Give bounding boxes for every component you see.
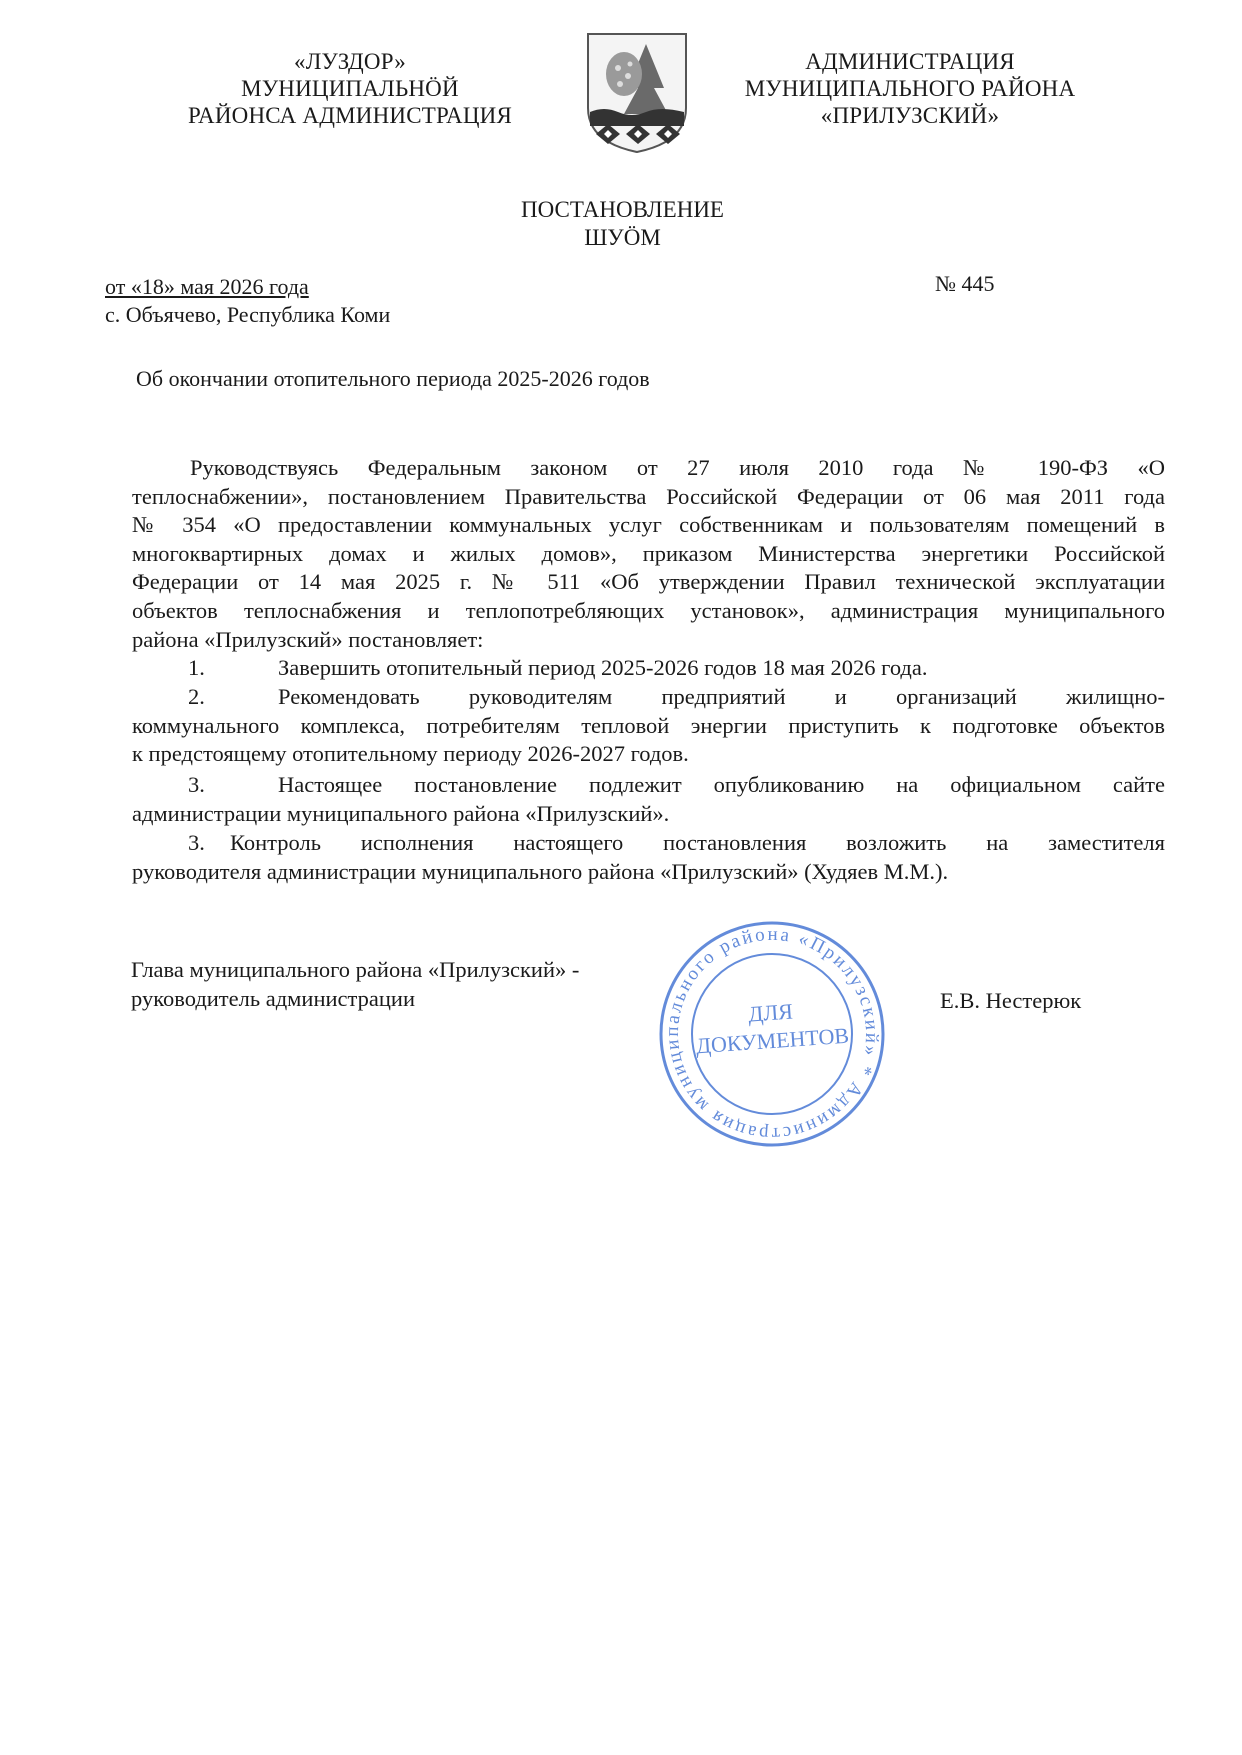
header-right-line: АДМИНИСТРАЦИЯ <box>805 49 1015 74</box>
list-item-text: руководителя администрации муниципального района «Прилузский» (Худяев М.М.). <box>132 858 949 884</box>
signer-title-line: руководитель администрации <box>131 986 415 1011</box>
preamble-line: № 354 «О предоставлении коммунальных услуг собственникам и пользователям помещений в <box>132 512 1165 538</box>
header-right-line: МУНИЦИПАЛЬНОГО РАЙОНА <box>744 76 1076 101</box>
header-left-line: МУНИЦИПАЛЬНÖЙ <box>241 76 459 101</box>
signer-title-line: Глава муниципального района «Прилузский» - <box>131 957 580 982</box>
list-item <box>132 654 1165 683</box>
coat-of-arms-icon <box>584 30 690 156</box>
preamble-line: теплоснабжении», постановлением Правительства Российской Федерации от 06 мая 2011 года <box>132 483 1165 509</box>
official-stamp <box>656 918 888 1150</box>
list-item-text: Контроль исполнения настоящего постановления возложить на заместителя <box>230 830 1165 855</box>
document-type <box>420 196 825 252</box>
document-number: № 445 <box>935 271 995 296</box>
preamble-line: Федерации от 14 мая 2025 г. № 511 «Об утверждении Правил технической эксплуатации <box>132 569 1165 595</box>
list-item-number: 1. <box>188 655 205 680</box>
document-type-ru: ПОСТАНОВЛЕНИЕ <box>521 197 724 222</box>
preamble-line: объектов теплоснабжения и теплопотребляющих установок», администрация муниципального <box>132 597 1165 623</box>
list-item-text: коммунального комплекса, потребителям тепловой энергии приступить к подготовке объектов <box>132 712 1165 738</box>
preamble-paragraph <box>132 454 1165 654</box>
document-subject: Об окончании отопительного периода 2025-2026 годов <box>136 366 650 391</box>
document-date: от «18» мая 2026 года <box>105 274 309 299</box>
list-item-text: администрации муниципального района «Прилузский». <box>132 800 670 826</box>
signer-name: Е.В. Нестерюк <box>940 988 1082 1013</box>
list-item-text: к предстоящему отопительному периоду 2026-2027 годов. <box>132 741 689 767</box>
list-item <box>132 771 1165 828</box>
preamble-line: многоквартирных домах и жилых домов», приказом Министерства энергетики Российской <box>132 540 1165 566</box>
list-item-text: Рекомендовать руководителям предприятий и организаций жилищно- <box>278 684 1165 709</box>
header-left-line: РАЙОНСА АДМИНИСТРАЦИЯ <box>187 103 513 128</box>
header-left-line: «ЛУЗДОР» <box>294 49 406 74</box>
list-item <box>132 829 1165 886</box>
header-right-ru <box>710 48 1110 129</box>
stamp-center-line: ДЛЯ <box>747 998 794 1027</box>
list-item-text: Настоящее постановление подлежит опубликованию на официальном сайте <box>278 772 1165 797</box>
document-type-komi: ШУÖМ <box>584 225 661 250</box>
list-item <box>132 683 1165 769</box>
list-item-text: Завершить отопительный период 2025-2026 годов 18 мая 2026 года. <box>278 655 928 680</box>
header-left-komi <box>140 48 560 129</box>
list-item-number: 2. <box>188 684 205 709</box>
document-place: с. Объячево, Республика Коми <box>105 302 391 327</box>
preamble-line: района «Прилузский» постановляет: <box>132 626 484 652</box>
header-right-line: «ПРИЛУЗСКИЙ» <box>820 103 1000 128</box>
preamble-line: Руководствуясь Федеральным законом от 27 июля 2010 года № 190-ФЗ «О <box>190 455 1165 480</box>
list-item-number: 3. <box>188 772 205 797</box>
list-item-number: 3. <box>188 830 205 855</box>
stamp-ring-text: Администрация муниципального района «Прилузский» * <box>661 923 883 1145</box>
signer-title <box>131 955 579 1013</box>
stamp-center-line: ДОКУМЕНТОВ <box>695 1022 850 1059</box>
